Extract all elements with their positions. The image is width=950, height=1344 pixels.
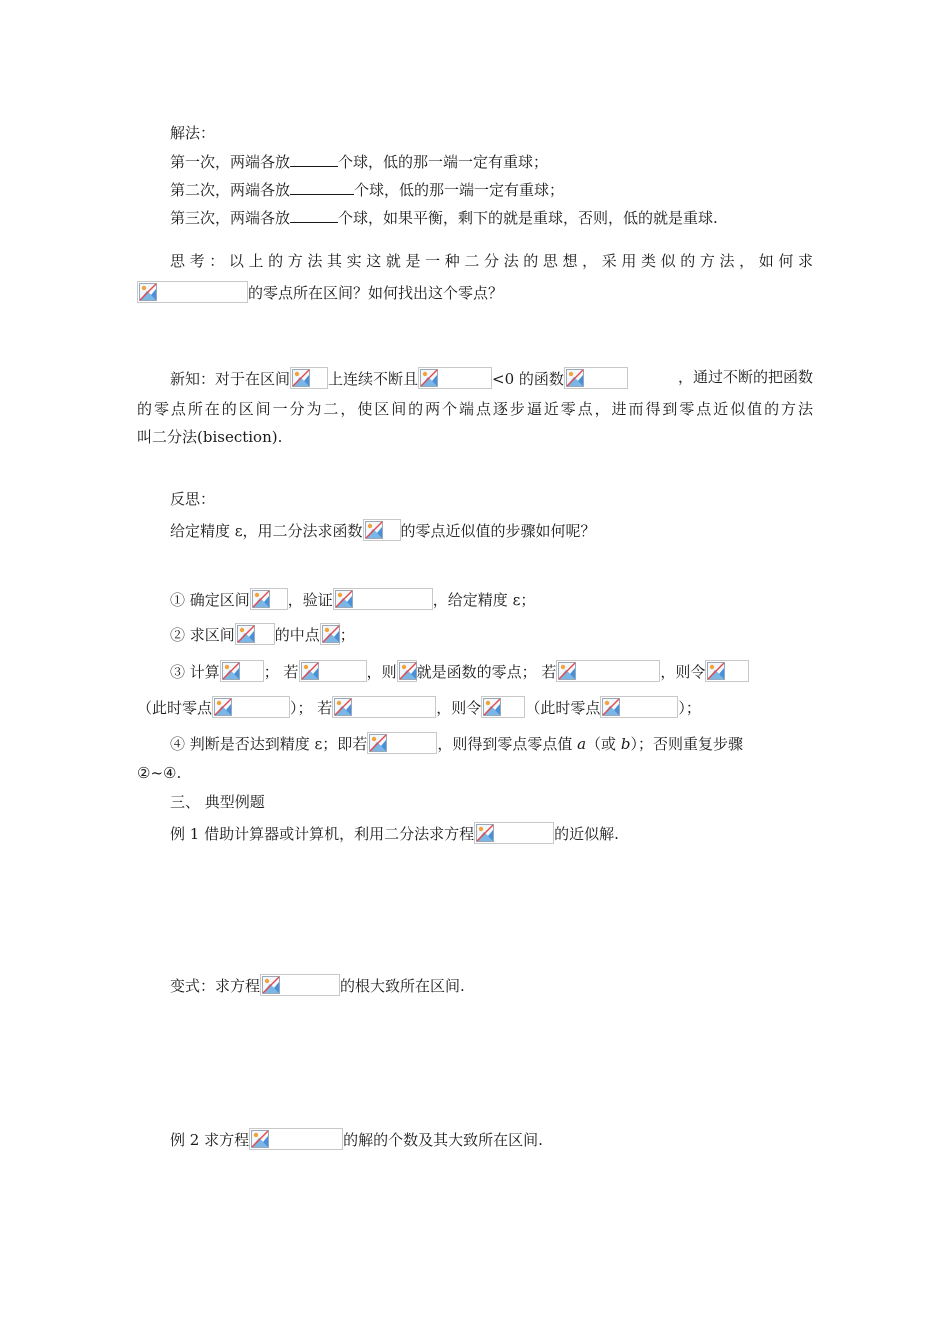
broken-image-icon <box>320 623 340 645</box>
heading-jiefa: 解法： <box>170 124 216 142</box>
answer-blank <box>290 207 338 223</box>
broken-image-icon <box>481 696 525 718</box>
answer-blank <box>290 151 338 167</box>
step-item-3: ③ 计算 ； 若 ，则 就是函数的零点； 若 ，则令 <box>170 660 813 682</box>
example-1: 例 1 借助计算器或计算机，利用二分法求方程 的近似解. <box>170 822 619 844</box>
broken-image-icon <box>333 588 433 610</box>
broken-image-icon <box>556 660 660 682</box>
step-item-4: ④ 判断是否达到精度 ε；即若 ，则得到零点零点值 a（或 b）；否则重复步骤 <box>170 732 813 754</box>
broken-image-icon <box>290 367 328 389</box>
xinzhi-line-3: 叫二分法(bisection). <box>137 428 283 446</box>
broken-image-icon <box>474 822 554 844</box>
broken-image-icon <box>600 696 678 718</box>
broken-image-icon <box>332 696 436 718</box>
sikao-line-1: 思考：以上的方法其实这就是一种二分法的思想，采用类似的方法，如何求 <box>170 252 813 270</box>
sikao-line-2: 的零点所在区间？如何找出这个零点？ <box>137 281 503 303</box>
broken-image-icon <box>363 519 401 541</box>
broken-image-icon <box>564 367 628 389</box>
broken-image-icon <box>249 1128 343 1150</box>
broken-image-icon <box>260 974 340 996</box>
broken-image-icon <box>235 623 275 645</box>
section-heading-3: 三、 典型例题 <box>170 793 265 811</box>
broken-image-icon <box>705 660 749 682</box>
fansi-question: 给定精度 ε，用二分法求函数 的零点近似值的步骤如何呢？ <box>170 519 596 541</box>
xinzhi-line-2: 的零点所在的区间一分为二，使区间的两个端点逐步逼近零点，进而得到零点近似值的方法 <box>137 400 813 418</box>
answer-blank <box>290 179 354 195</box>
step-item-2: ② 求区间 的中点 ； <box>170 623 355 645</box>
heading-fansi: 反思： <box>170 490 216 508</box>
step-item-3-cont: （此时零点 ）； 若 ，则令 （此时零点 ）； <box>137 696 701 718</box>
broken-image-icon <box>137 281 248 303</box>
xinzhi-line-1: 新知：对于在区间 上连续不断且 <0 的函数 ，通过不断的把函数 <box>170 368 813 388</box>
broken-image-icon <box>220 660 264 682</box>
broken-image-icon <box>397 660 417 682</box>
step-item-1: ① 确定区间 ，验证 ，给定精度 ε； <box>170 588 535 610</box>
broken-image-icon <box>418 367 492 389</box>
broken-image-icon <box>299 660 367 682</box>
broken-image-icon <box>212 696 290 718</box>
step-item-4-cont: ②~④. <box>137 764 182 782</box>
variant: 变式：求方程 的根大致所在区间. <box>170 974 465 996</box>
broken-image-icon <box>250 588 288 610</box>
step-3: 第三次，两端各放 个球，如果平衡，剩下的就是重球，否则，低的就是重球. <box>170 209 718 227</box>
step-2: 第二次，两端各放 个球，低的那一端一定有重球； <box>170 181 565 199</box>
example-2: 例 2 求方程 的解的个数及其大致所在区间. <box>170 1128 543 1150</box>
step-1: 第一次，两端各放 个球，低的那一端一定有重球； <box>170 153 549 171</box>
broken-image-icon <box>367 732 437 754</box>
